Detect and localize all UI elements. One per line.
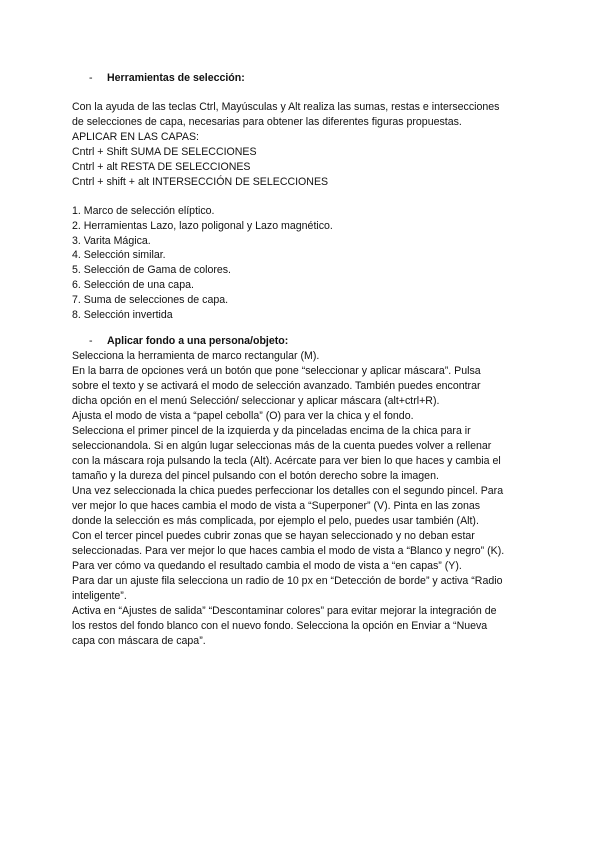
list-item: 8. Selección invertida — [72, 308, 173, 321]
list-item: 3. Varita Mágica. — [72, 234, 151, 247]
intro-paragraph — [72, 100, 532, 190]
heading-text: Aplicar fondo a una persona/objeto: — [107, 335, 289, 347]
list-item: 4. Selección similar. — [72, 249, 166, 262]
text-line: Para dar un ajuste fila selecciona un radio de 10 px en “Detección de borde” y activa “Radio — [72, 575, 503, 587]
text-line: sobre el texto y se activará el modo de selección avanzado. También puedes encontrar — [72, 380, 481, 392]
instructions-paragraph — [72, 349, 532, 649]
text-line: Cntrl + shift + alt INTERSECCIÓN DE SELECCIONES — [72, 176, 329, 188]
text-line: donde la selección es más complicada, por ejemplo el pelo, puedes usar también (Alt). — [72, 515, 479, 527]
bullet-dash: - — [89, 72, 93, 84]
text-line: Activa en “Ajustes de salida” “Descontaminar colores” para evitar mejorar la integración de — [72, 605, 497, 617]
text-line: Cntrl + alt RESTA DE SELECCIONES — [72, 161, 251, 173]
text-line: con la máscara roja pulsando la tecla (Alt). Acércate para ver bien lo que haces y cambia el — [72, 455, 501, 467]
text-line: seleccionadas. Para ver mejor lo que haces cambia el modo de vista a “Blanco y negro” (K). — [72, 545, 505, 557]
text-line: de selecciones de capa, necesarias para obtener las diferentes figuras propuestas. — [72, 116, 462, 128]
text-line: Con la ayuda de las teclas Ctrl, Mayúsculas y Alt realiza las sumas, restas e intersecciones — [72, 101, 500, 113]
text-line: Una vez seleccionada la chica puedes perfeccionar los detalles con el segundo pincel. Para — [72, 485, 504, 497]
section-heading-selection-tools — [89, 71, 245, 86]
text-line: los restos del fondo blanco con el nuevo fondo. Selecciona la opción en Enviar a “Nueva — [72, 620, 488, 632]
text-line: Para ver cómo va quedando el resultado cambia el modo de vista a “en capas” (Y). — [72, 560, 462, 572]
text-line: tamaño y la dureza del pincel pulsando con el botón derecho sobre la imagen. — [72, 470, 439, 482]
list-item: 1. Marco de selección elíptico. — [72, 205, 215, 217]
text-line: Selecciona la herramienta de marco rectangular (M). — [72, 350, 320, 362]
bullet-dash: - — [89, 335, 93, 347]
text-line: capa con máscara de capa”. — [72, 635, 206, 647]
heading-text: Herramientas de selección: — [107, 72, 245, 84]
text-line: Con el tercer pincel puedes cubrir zonas que se hayan seleccionado y no deban estar — [72, 530, 475, 542]
text-line: En la barra de opciones verá un botón que pone “seleccionar y aplicar máscara”. Pulsa — [72, 365, 481, 377]
text-line: Selecciona el primer pincel de la izquierda y da pinceladas encima de la chica para ir — [72, 425, 471, 437]
text-line: Ajusta el modo de vista a “papel cebolla” (O) para ver la chica y el fondo. — [72, 410, 414, 422]
list-item: 6. Selección de una capa. — [72, 278, 194, 291]
text-line: dicha opción en el menú Selección/ seleccionar y aplicar máscara (alt+ctrl+R). — [72, 395, 440, 407]
text-line: inteligente”. — [72, 590, 127, 602]
numbered-list — [72, 204, 532, 322]
text-line: APLICAR EN LAS CAPAS: — [72, 131, 199, 143]
text-line: seleccionandola. Si en algún lugar seleccionas más de la cuenta puedes volver a rellenar — [72, 440, 492, 452]
text-line: Cntrl + Shift SUMA DE SELECCIONES — [72, 146, 257, 158]
list-item: 2. Herramientas Lazo, lazo poligonal y Lazo magnético. — [72, 219, 333, 232]
list-item: 5. Selección de Gama de colores. — [72, 264, 231, 277]
section-heading-apply-background — [89, 334, 288, 349]
text-line: ver mejor lo que haces cambia el modo de vista a “Superponer” (V). Pinta en las zonas — [72, 500, 481, 512]
list-item: 7. Suma de selecciones de capa. — [72, 293, 229, 306]
